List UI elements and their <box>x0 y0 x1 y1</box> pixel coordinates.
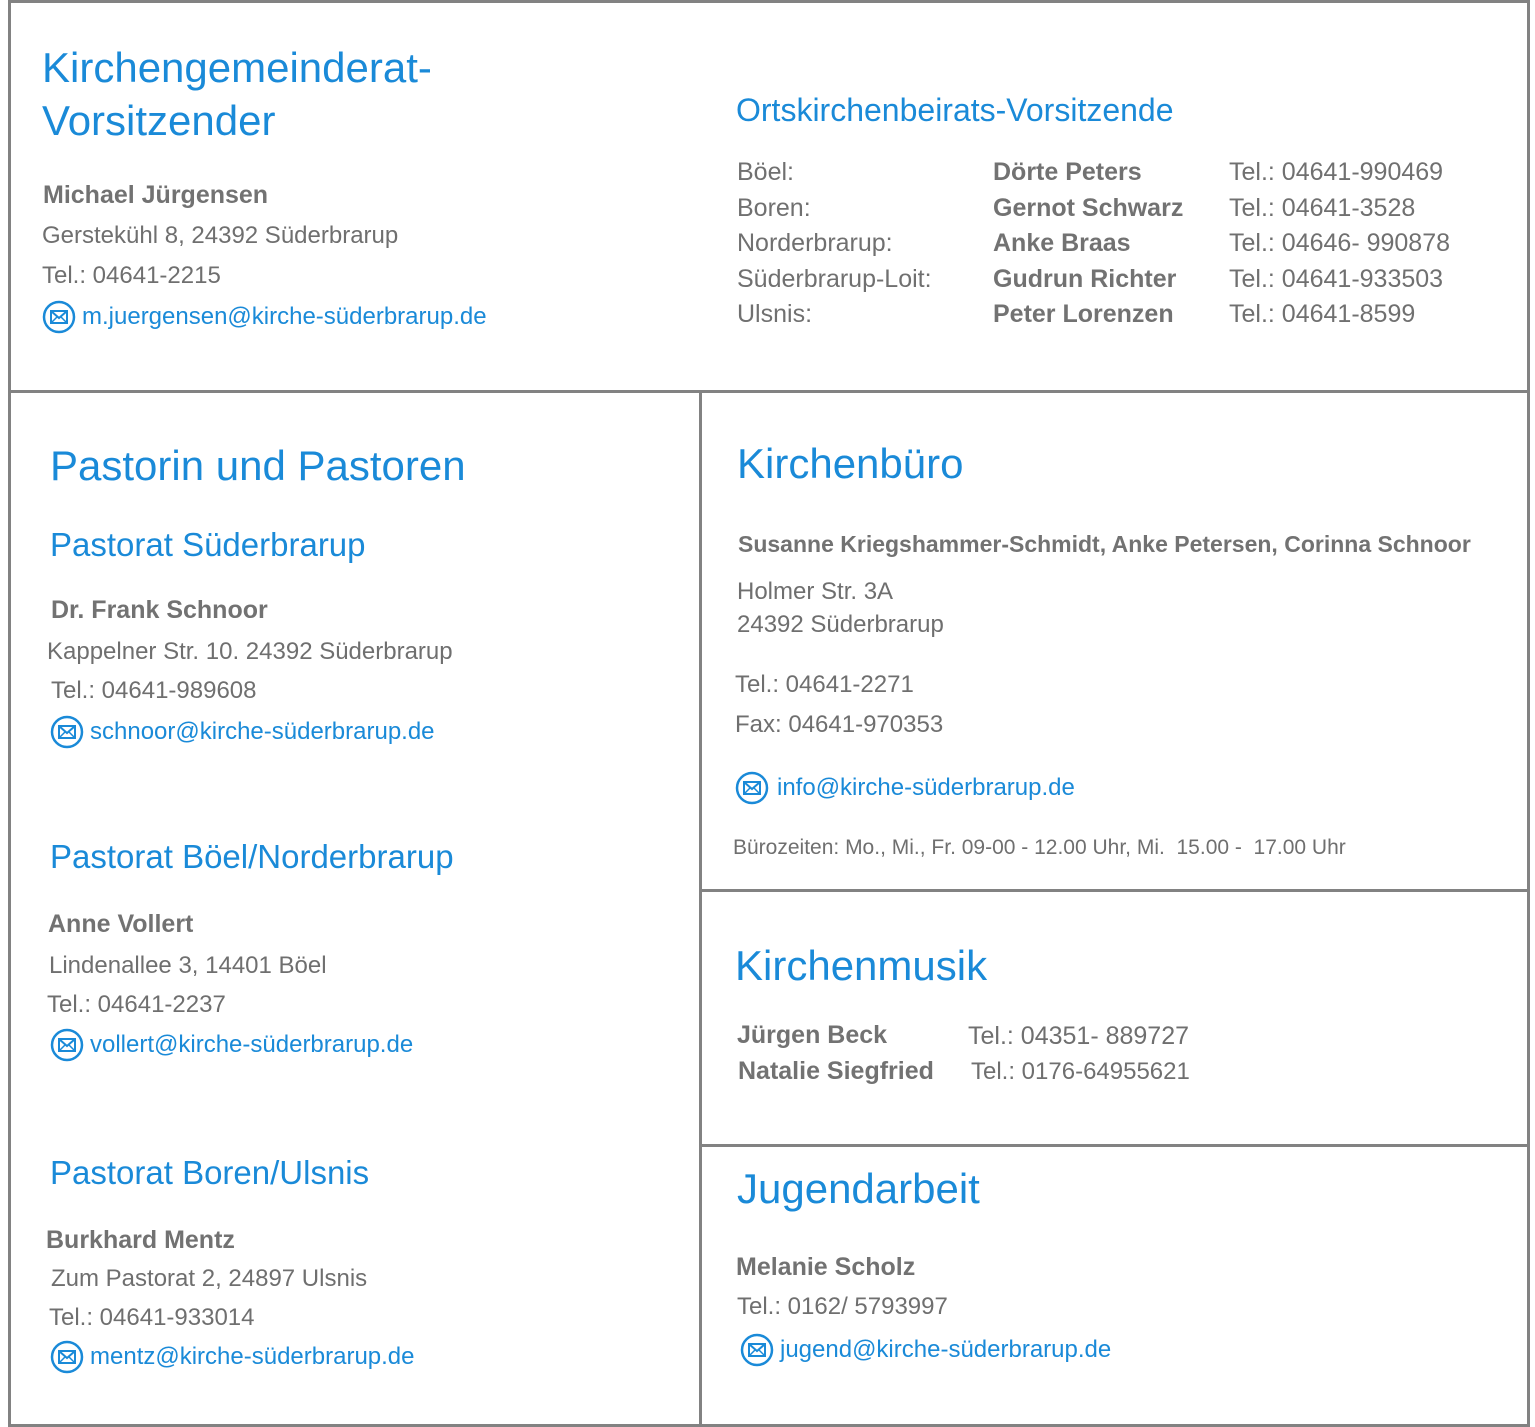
table-row <box>737 297 1450 333</box>
section-title-music: Kirchenmusik <box>735 942 988 989</box>
name-cell: Dörte Peters <box>993 158 1142 187</box>
place-cell: Böel: <box>737 158 794 187</box>
section-title-pastors: Pastorin und Pastoren <box>50 442 466 489</box>
email-address: vollert@kirche-süderbrarup.de <box>90 1031 414 1058</box>
phone: Tel.: 0162/ 5793997 <box>737 1293 948 1320</box>
title-line-2: Vorsitzender <box>42 96 276 144</box>
phone: Tel.: 04641-989608 <box>51 677 257 704</box>
address: Lindenallee 3, 14401 Böel <box>49 952 327 979</box>
envelope-circle-icon <box>50 1028 84 1062</box>
divider-musik-jugend <box>699 1144 1530 1147</box>
person-name: Dr. Frank Schnoor <box>51 596 268 624</box>
office-hours: Bürozeiten: Mo., Mi., Fr. 09-00 - 12.00 Uhr, Mi. 15.00 - 17.00 Uhr <box>733 836 1346 859</box>
divider-buero-musik <box>699 889 1530 892</box>
phone-cell: Tel.: 04641-933503 <box>1229 264 1444 293</box>
phone: Tel.: 04641-2215 <box>42 262 221 289</box>
name-cell: Gudrun Richter <box>993 264 1177 293</box>
phone-cell: Tel.: 04641-8599 <box>1229 300 1416 329</box>
person-name: Anne Vollert <box>48 910 194 938</box>
place-cell: Norderbrarup: <box>737 229 893 258</box>
email-link[interactable] <box>50 1340 415 1374</box>
title-line-1: Kirchengemeinderat- <box>42 44 432 91</box>
email-link[interactable] <box>50 715 435 749</box>
address: Kappelner Str. 10. 24392 Süderbrarup <box>47 638 453 665</box>
address: Zum Pastorat 2, 24897 Ulsnis <box>51 1265 368 1292</box>
section-title-office: Kirchenbüro <box>737 440 964 487</box>
pastorate-title: Pastorat Süderbrarup <box>50 526 366 563</box>
address: Gerstekühl 8, 24392 Süderbrarup <box>42 222 399 249</box>
table-row <box>737 262 1450 298</box>
divider-vertical <box>699 390 702 1427</box>
okb-table <box>737 155 1450 333</box>
envelope-circle-icon <box>42 300 76 334</box>
email-address: info@kirche-süderbrarup.de <box>777 774 1075 801</box>
envelope-circle-icon <box>740 1333 774 1367</box>
place-cell: Boren: <box>737 193 811 222</box>
envelope-circle-icon <box>50 715 84 749</box>
name-cell: Anke Braas <box>993 229 1131 258</box>
table-row <box>737 155 1450 191</box>
phone: Tel.: 04641-933014 <box>49 1304 255 1331</box>
phone: Tel.: 04351- 889727 <box>968 1022 1190 1050</box>
phone: Tel.: 0176-64955621 <box>971 1058 1190 1085</box>
phone-cell: Tel.: 04646- 990878 <box>1229 229 1451 258</box>
section-title-kgr <box>42 42 432 147</box>
person-name: Michael Jürgensen <box>43 181 269 209</box>
email-link[interactable] <box>740 1333 1111 1367</box>
person-name: Melanie Scholz <box>736 1253 916 1281</box>
section-title-okb: Ortskirchenbeirats-Vorsitzende <box>736 92 1174 128</box>
envelope-circle-icon <box>50 1340 84 1374</box>
staff-names: Susanne Kriegshammer-Schmidt, Anke Petersen, Corinna Schnoor <box>738 531 1471 557</box>
place-cell: Süderbrarup-Loit: <box>737 264 932 293</box>
place-cell: Ulsnis: <box>737 300 813 329</box>
person-name: Burkhard Mentz <box>46 1226 235 1254</box>
envelope-circle-icon <box>735 771 769 805</box>
person-name: Jürgen Beck <box>737 1021 888 1049</box>
email-link[interactable] <box>735 771 1075 805</box>
phone-cell: Tel.: 04641-990469 <box>1229 158 1444 187</box>
email-address: m.juergensen@kirche-süderbrarup.de <box>82 303 487 330</box>
city: 24392 Süderbrarup <box>737 611 944 638</box>
table-row <box>737 191 1450 227</box>
name-cell: Gernot Schwarz <box>993 193 1184 222</box>
email-address: schnoor@kirche-süderbrarup.de <box>90 718 435 745</box>
phone-cell: Tel.: 04641-3528 <box>1229 193 1416 222</box>
pastorate-title: Pastorat Boren/Ulsnis <box>50 1154 370 1191</box>
email-address: mentz@kirche-süderbrarup.de <box>90 1343 415 1370</box>
divider-top-horizontal <box>8 390 1530 393</box>
pastorate-title: Pastorat Böel/Norderbrarup <box>50 838 454 875</box>
email-address: jugend@kirche-süderbrarup.de <box>780 1336 1112 1363</box>
section-title-youth: Jugendarbeit <box>737 1165 980 1212</box>
email-link[interactable] <box>50 1028 413 1062</box>
name-cell: Peter Lorenzen <box>993 300 1174 329</box>
person-name: Natalie Siegfried <box>738 1057 934 1085</box>
table-row <box>737 226 1450 262</box>
phone: Tel.: 04641-2237 <box>47 991 226 1018</box>
email-link[interactable] <box>42 300 487 334</box>
street: Holmer Str. 3A <box>737 578 894 605</box>
phone: Tel.: 04641-2271 <box>735 671 914 698</box>
fax: Fax: 04641-970353 <box>735 711 944 738</box>
